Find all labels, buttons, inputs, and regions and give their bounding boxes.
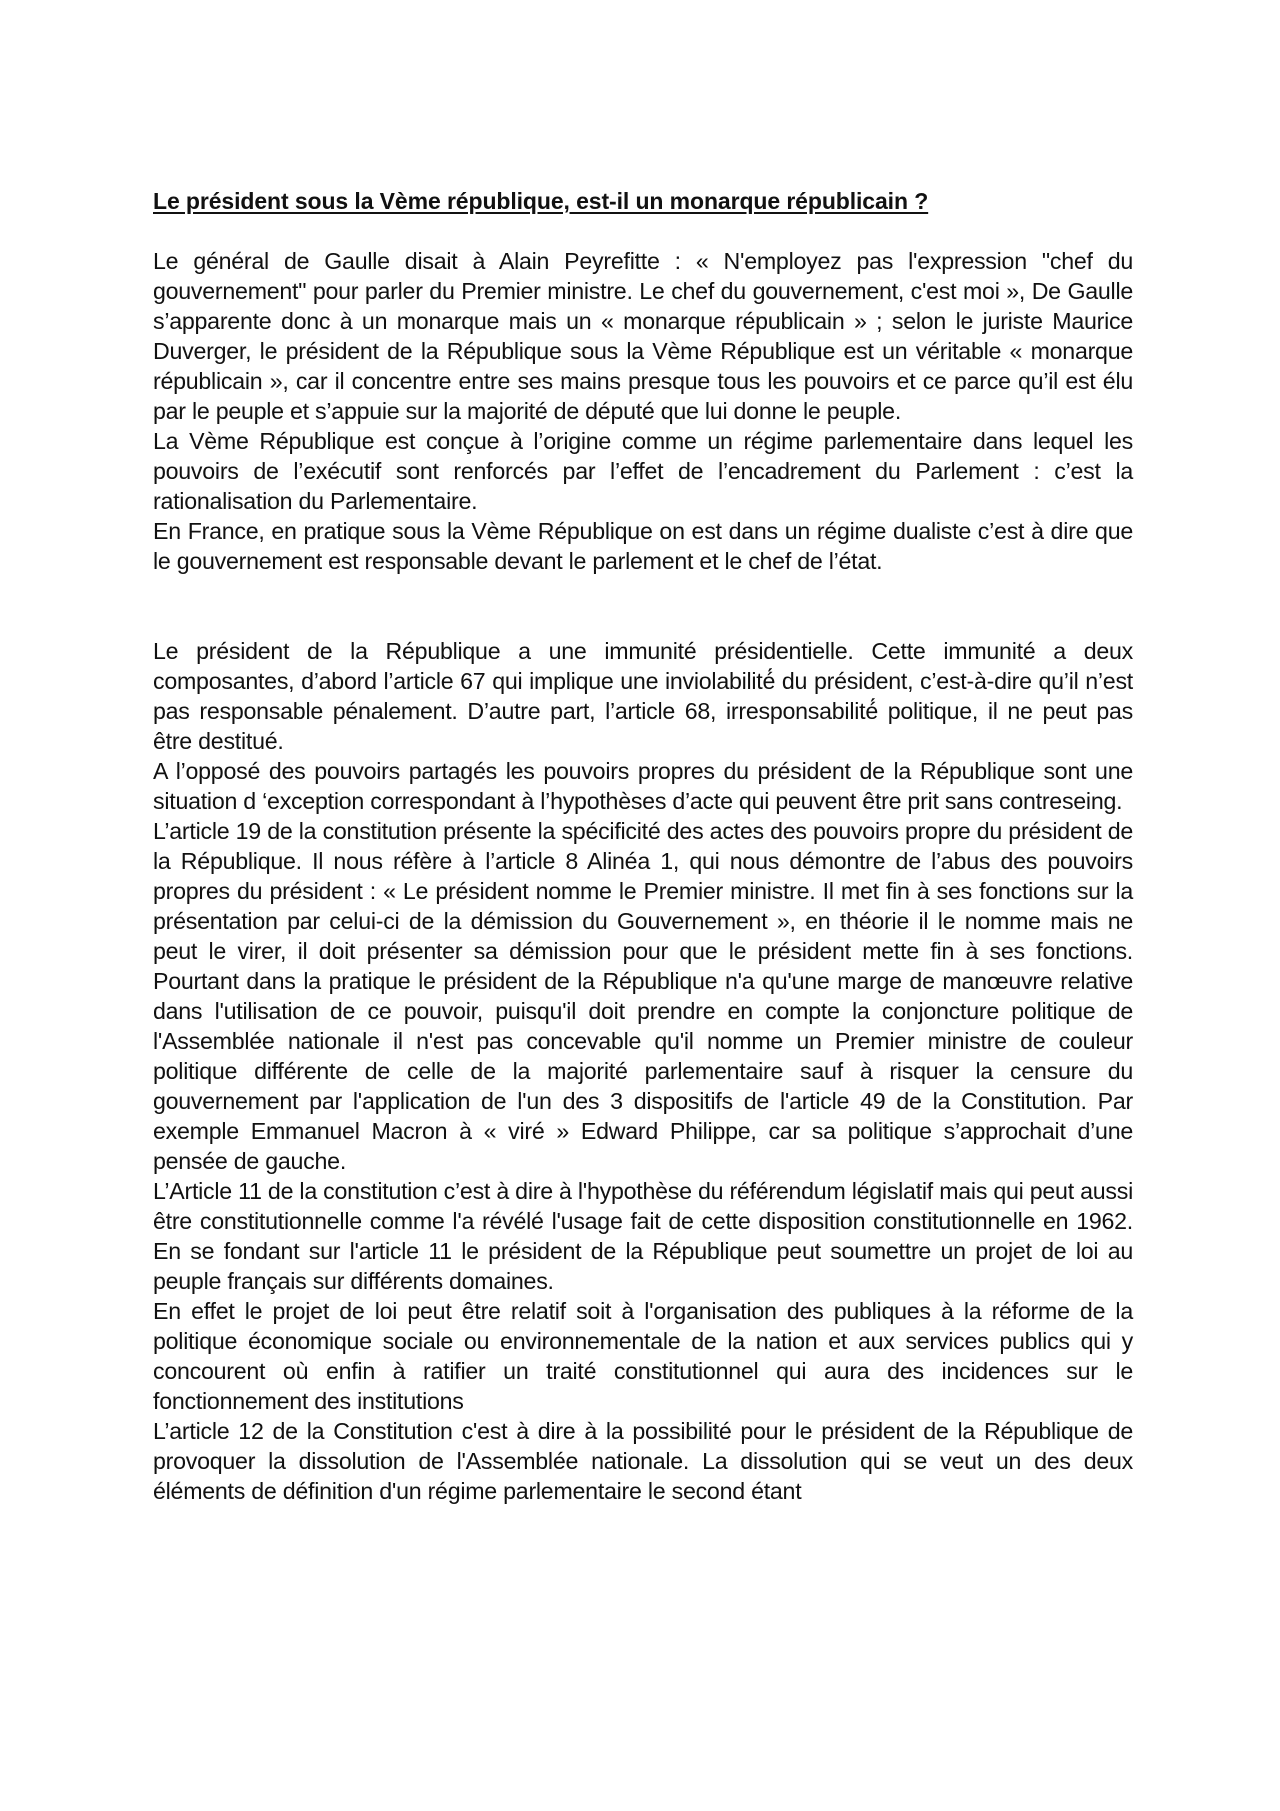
section-spacer (153, 576, 1133, 636)
paragraph-parliamentary-regime: La Vème République est conçue à l’origine comme un régime parlementaire dans lequel les pouvoirs de l’exécutif sont renforcés par l’effet de l’encadrement du Parlement : c’est la rationalisation du Parlementaire. (153, 428, 1133, 514)
paragraph-dualist-regime: En France, en pratique sous la Vème République on est dans un régime dualiste c’est à dire que le gouvernement est responsable devant le parlement et le chef de l’état. (153, 518, 1133, 574)
paragraph-article-12: L’article 12 de la Constitution c'est à dire à la possibilité pour le président de la République de provoquer la dissolution de l'Assemblée nationale. La dissolution qui se veut un des deux éléments de définition d'un régime parlementaire le second étant (153, 1418, 1133, 1504)
paragraph-de-gaulle-quote: Le général de Gaulle disait à Alain Peyrefitte : « N'employez pas l'expression "chef du gouvernement" pour parler du Premier ministre. Le chef du gouvernement, c'est moi », De Gaulle s’apparente donc à un monarque mais un « monarque républicain » ; selon le juriste Maurice Duverger, le président de la République sous la Vème République est un véritable « monarque républicain », car il concentre entre ses mains presque tous les pouvoirs et ce parce qu’il est élu par le peuple et s’appuie sur la majorité de député que lui donne le peuple. (153, 248, 1133, 424)
paragraph-article-11: L’Article 11 de la constitution c’est à dire à l'hypothèse du référendum législatif mais qui peut aussi être constitutionnelle comme l'a révélé l'usage fait de cette disposition constitutionnelle en 1962. En se fondant sur l'article 11 le président de la République peut soumettre un projet de loi au peuple français sur différents domaines. (153, 1178, 1133, 1294)
paragraph-immunity: Le président de la République a une immunité présidentielle. Cette immunité a deux composantes, d’abord l’article 67 qui implique une inviolabilité́ du président, c’est-à-dire qu’il n’est pas responsable pénalement. D’autre part, l’article 68, irresponsabilité́ politique, il ne peut pas être destitué. (153, 638, 1133, 754)
document-title: Le président sous la Vème république, est-il un monarque républicain ? (153, 188, 929, 214)
paragraph-own-powers: A l’opposé des pouvoirs partagés les pouvoirs propres du président de la République sont une situation d ‘exception correspondant à l’hypothèses d’acte qui peuvent être prit sans contreseing. (153, 758, 1133, 814)
document-page (153, 186, 1133, 1506)
paragraph-referendum-scope: En effet le projet de loi peut être relatif soit à l'organisation des publiques à la réforme de la politique économique sociale ou environnementale de la nation et aux services publics qui y concourent où enfin à ratifier un traité constitutionnel qui aura des incidences sur le fonctionnement des institutions (153, 1298, 1133, 1414)
section-intro (153, 246, 1133, 576)
section-presidential-powers (153, 636, 1133, 1506)
paragraph-article-19: L’article 19 de la constitution présente la spécificité des actes des pouvoirs propre du président de la République. Il nous réfère à l’article 8 Alinéa 1, qui nous démontre de l’abus des pouvoirs propres du président : « Le président nomme le Premier ministre. Il met fin à ses fonctions sur la présentation par celui-ci de la démission du Gouvernement », en théorie il le nomme mais ne peut le virer, il doit présenter sa démission pour que le président mette fin à ses fonctions. Pourtant dans la pratique le président de la République n'a qu'une marge de manœuvre relative dans l'utilisation de ce pouvoir, puisqu'il doit prendre en compte la conjoncture politique de l'Assemblée nationale il n'est pas concevable qu'il nomme un Premier ministre de couleur politique différente de celle de la majorité parlementaire sauf à risquer la censure du gouvernement par l'application de l'un des 3 dispositifs de l'article 49 de la Constitution. Par exemple Emmanuel Macron à « viré » Edward Philippe, car sa politique s’approchait d’une pensée de gauche. (153, 818, 1133, 1174)
